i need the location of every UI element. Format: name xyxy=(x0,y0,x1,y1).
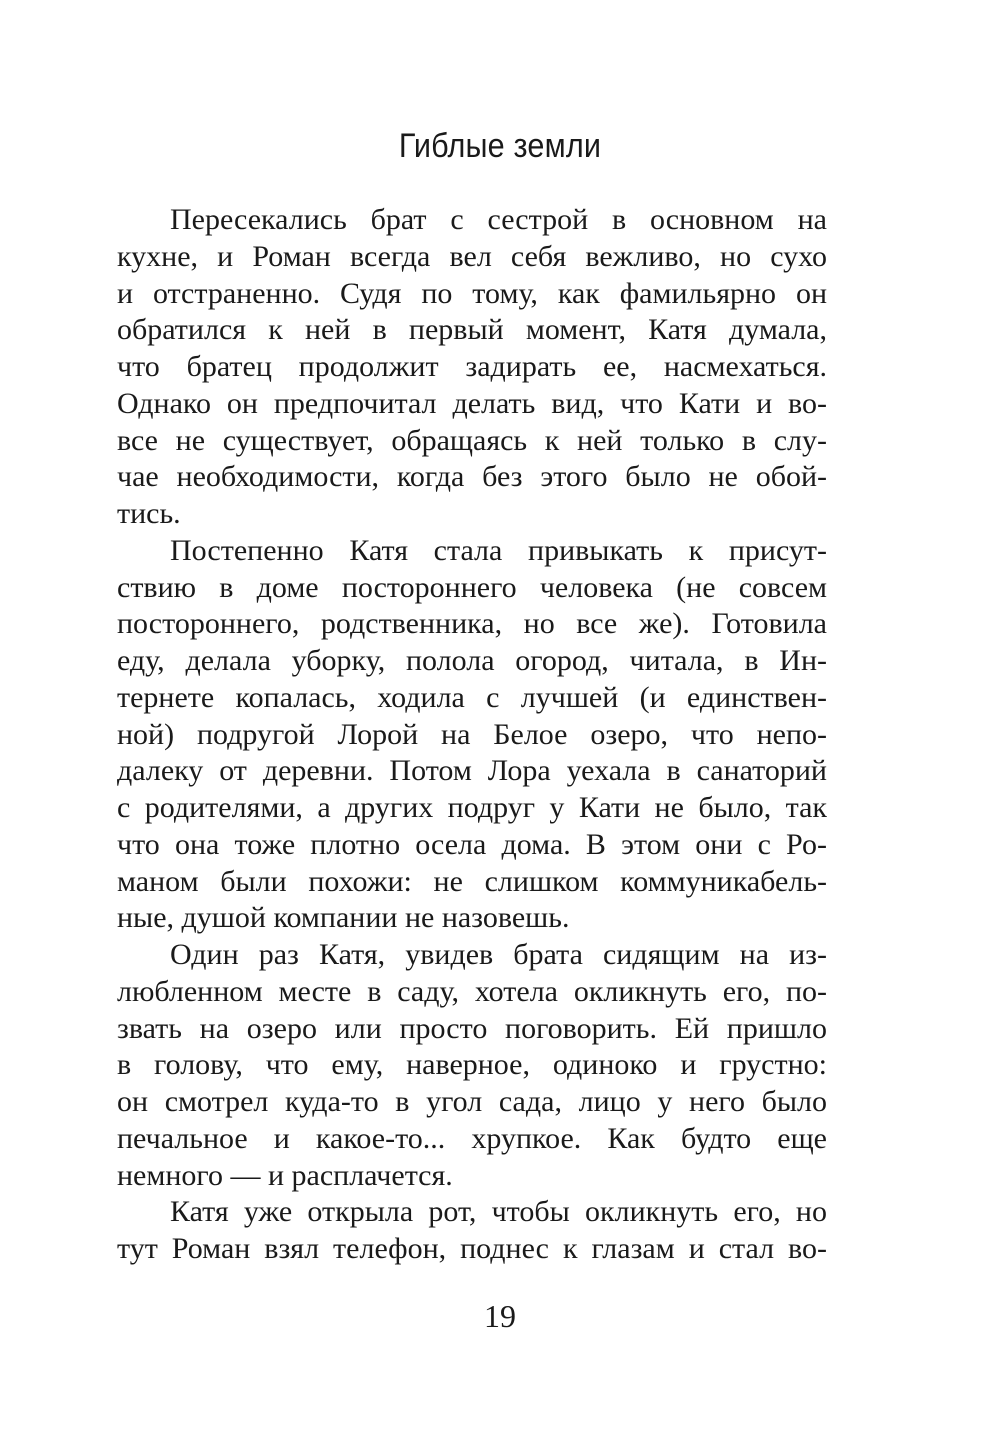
text-line: далеку от деревни. Потом Лора уехала в санаторий xyxy=(117,754,827,788)
text-line: ной) подругой Лорой на Белое озеро, что непо- xyxy=(117,717,827,751)
text-line: еду, делала уборку, полола огород, читала, в Ин- xyxy=(117,644,827,677)
text-line: чае необходимости, когда без этого было не обой- xyxy=(117,460,827,494)
text-line: маном были похожи: не слишком коммуникабель- xyxy=(117,864,827,898)
text-line: печальное и какое-то... хрупкое. Как будто еще xyxy=(117,1121,827,1155)
text-line: немного — и расплачется. xyxy=(117,1158,453,1192)
text-line: звать на озеро или просто поговорить. Ей пришло xyxy=(117,1011,827,1045)
running-head: Гиблые земли xyxy=(398,127,602,165)
page-number: 19 xyxy=(484,1298,516,1334)
text-line: кухне, и Роман всегда вел себя вежливо, но сухо xyxy=(117,239,827,273)
text-line: все не существует, обращаясь к ней только в слу- xyxy=(117,423,827,457)
text-line: любленном месте в саду, хотела окликнуть его, по- xyxy=(117,974,827,1008)
paragraph xyxy=(117,937,827,1194)
text-line: ные, душой компании не назовешь. xyxy=(117,901,570,935)
text-line: Однако он предпочитал делать вид, что Кати и во- xyxy=(117,386,827,420)
text-line: тись. xyxy=(117,497,181,530)
text-line: он смотрел куда-то в угол сада, лицо у него было xyxy=(117,1085,827,1118)
text-line: Один раз Катя, увидев брата сидящим на из- xyxy=(170,938,827,971)
text-line: ствию в доме постороннего человека (не совсем xyxy=(117,570,827,604)
text-line: Пересекались брат с сестрой в основном на xyxy=(170,203,827,236)
text-line: Постепенно Катя стала привыкать к присут- xyxy=(170,533,827,567)
paragraph xyxy=(117,202,827,533)
text-line: постороннего, родственника, но все же). Готовила xyxy=(117,607,827,641)
text-line: что она тоже плотно осела дома. В этом они с Ро- xyxy=(117,827,827,861)
text-line: тернете копалась, ходила с лучшей (и единствен- xyxy=(117,680,827,714)
paragraph xyxy=(117,1194,827,1268)
text-line: тут Роман взял телефон, поднес к глазам и стал во- xyxy=(117,1232,827,1265)
paragraph xyxy=(117,533,827,937)
body-text xyxy=(117,202,827,1268)
text-line: в голову, что ему, наверное, одиноко и грустно: xyxy=(117,1048,827,1082)
text-line: обратился к ней в первый момент, Катя думала, xyxy=(117,313,827,347)
text-line: Катя уже открыла рот, чтобы окликнуть его, но xyxy=(170,1195,827,1229)
text-line: и отстраненно. Судя по тому, как фамильярно он xyxy=(117,276,827,310)
text-line: с родителями, а других подруг у Кати не было, так xyxy=(117,791,827,824)
text-line: что братец продолжит задирать ее, насмехаться. xyxy=(117,350,827,383)
